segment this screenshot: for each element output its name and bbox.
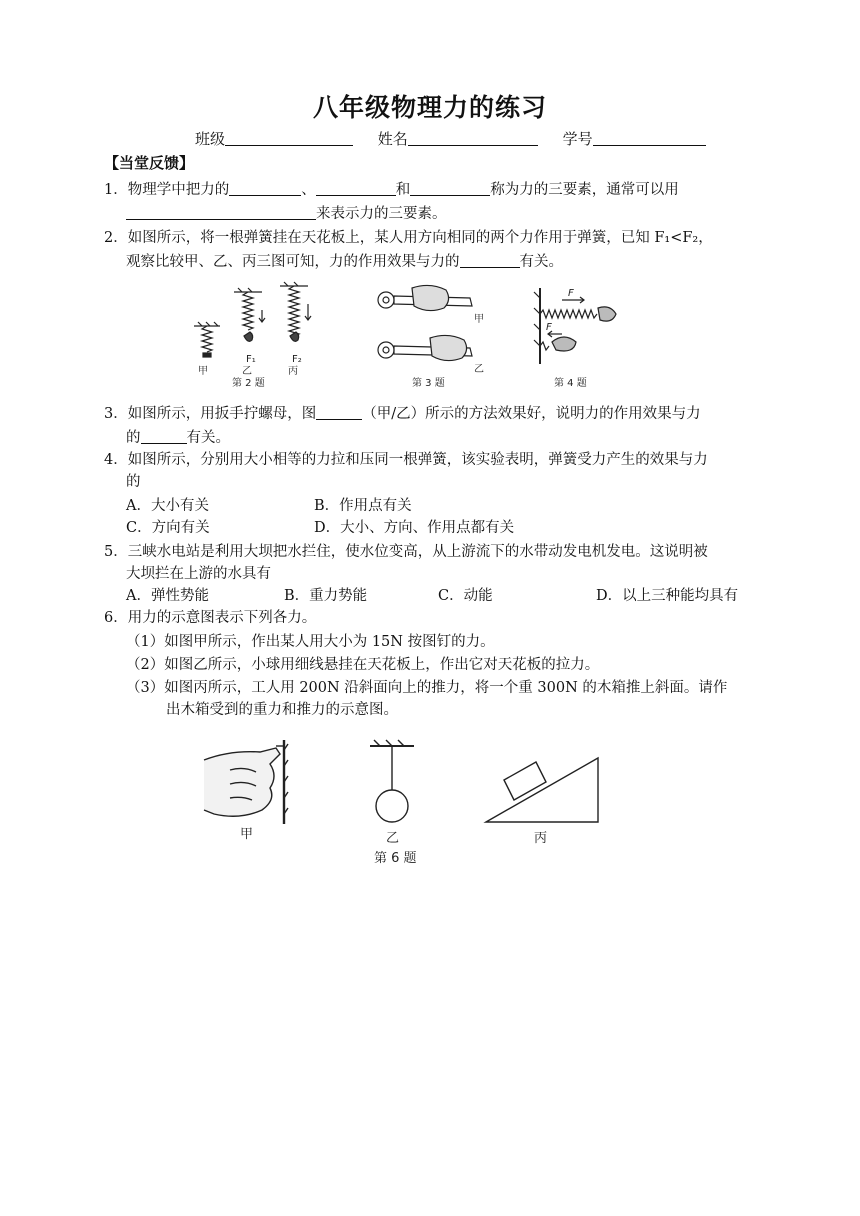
class-blank: [225, 131, 353, 146]
label-f2: F₂: [292, 354, 302, 365]
question-4-line-2: 的: [126, 474, 141, 490]
question-5-line-2: 大坝拦在上游的水具有: [126, 566, 271, 582]
thumb-pin-figure: [204, 740, 288, 824]
label-jia: 甲: [198, 366, 208, 377]
question-1-line-1: [104, 178, 679, 199]
wrench-figure: [378, 285, 472, 360]
question-3-line-2: [126, 426, 230, 447]
q3-text-c: 的: [126, 430, 141, 446]
page-title: 八年级物理力的练习: [312, 93, 547, 122]
q3-text-d: 有关。: [186, 430, 230, 446]
question-1-line-2: [126, 202, 447, 223]
student-info-row: [195, 128, 706, 149]
q1-text-a: 1．物理学中把力的: [104, 182, 230, 198]
question-6-part-3b: 出木箱受到的重力和推力的示意图。: [166, 702, 398, 718]
question-6-part-1: （1）如图甲所示，作出某人用大小为 15N 按图钉的力。: [126, 634, 495, 650]
incline-figure: [486, 758, 598, 822]
q4-option-c: C．方向有关: [126, 520, 210, 536]
question-2-line-2: [126, 250, 563, 271]
caption-fig-2: 第 2 题: [232, 378, 265, 389]
label-yi: 乙: [386, 831, 400, 846]
blank: [316, 405, 362, 420]
label-jia: 甲: [240, 827, 254, 842]
label-force: F: [568, 288, 574, 299]
blank: [410, 181, 490, 196]
spring-figure: [194, 282, 311, 357]
label-jia: 甲: [474, 314, 484, 325]
class-label: 班级: [195, 130, 226, 148]
label-yi: 乙: [242, 366, 252, 377]
q5-option-a: A．弹性势能: [126, 588, 209, 604]
blank: [460, 253, 520, 268]
label-f1: F₁: [246, 354, 256, 365]
name-label: 姓名: [377, 130, 408, 148]
question-6-line-1: 6．用力的示意图表示下列各力。: [104, 610, 317, 626]
q5-option-d: D．以上三种能均具有: [596, 588, 739, 604]
q4-option-d: D．大小、方向、作用点都有关: [314, 520, 515, 536]
question-6-part-3a: （3）如图丙所示，工人用 200N 沿斜面向上的推力，将一个重 300N 的木箱推上斜面。请作: [126, 680, 728, 696]
q1-text-b: 、: [301, 182, 316, 198]
id-label: 学号: [562, 130, 593, 148]
hanging-ball-figure: [370, 740, 414, 822]
q4-option-b: B．作用点有关: [314, 498, 412, 514]
caption-fig-4: 第 4 题: [554, 378, 587, 389]
label-force: F: [546, 322, 552, 333]
q4-option-a: A．大小有关: [126, 498, 209, 514]
blank: [316, 181, 396, 196]
figures-2-3-4: [190, 278, 630, 394]
q2-text-a: 观察比较甲、乙、丙三图可知，力的作用效果与力的: [126, 254, 460, 270]
name-blank: [408, 131, 538, 146]
question-5-line-1: 5．三峡水电站是利用大坝把水拦住，使水位变高，从上游流下的水带动发电机发电。这说明被: [104, 544, 708, 560]
section-heading: 【当堂反馈】: [104, 154, 195, 172]
blank: [126, 205, 316, 220]
q1-text-c: 和: [395, 182, 411, 198]
figure-6: [190, 730, 620, 870]
caption-fig-3: 第 3 题: [412, 378, 445, 389]
q3-text-a: 3．如图所示，用扳手拧螺母，图: [104, 406, 317, 422]
caption-fig-6: 第 6 题: [374, 851, 417, 866]
q1-text-d: 称为力的三要素，通常可以用: [490, 182, 679, 198]
q5-option-c: C．动能: [438, 588, 493, 604]
question-4-line-1: 4．如图所示，分别用大小相等的力拉和压同一根弹簧，该实验表明，弹簧受力产生的效果与力: [104, 452, 708, 468]
question-6-part-2: （2）如图乙所示，小球用细线悬挂在天花板上，作出它对天花板的拉力。: [126, 657, 600, 673]
label-yi: 乙: [474, 364, 484, 375]
id-blank: [593, 131, 706, 146]
question-3-line-1: [104, 402, 701, 423]
blank: [229, 181, 301, 196]
q3-text-b: （甲/乙）所示的方法效果好，说明力的作用效果与力: [362, 406, 701, 422]
q2-text-b: 有关。: [519, 254, 563, 270]
q5-option-b: B．重力势能: [284, 588, 368, 604]
blank: [141, 429, 187, 444]
question-2-line-1: 2．如图所示，将一根弹簧挂在天花板上，某人用方向相同的两个力作用于弹簧，已知 F₁<F₂，: [104, 230, 713, 246]
label-bing: 丙: [534, 831, 548, 846]
q1-text-e: 来表示力的三要素。: [316, 206, 447, 222]
label-bing: 丙: [288, 366, 298, 377]
